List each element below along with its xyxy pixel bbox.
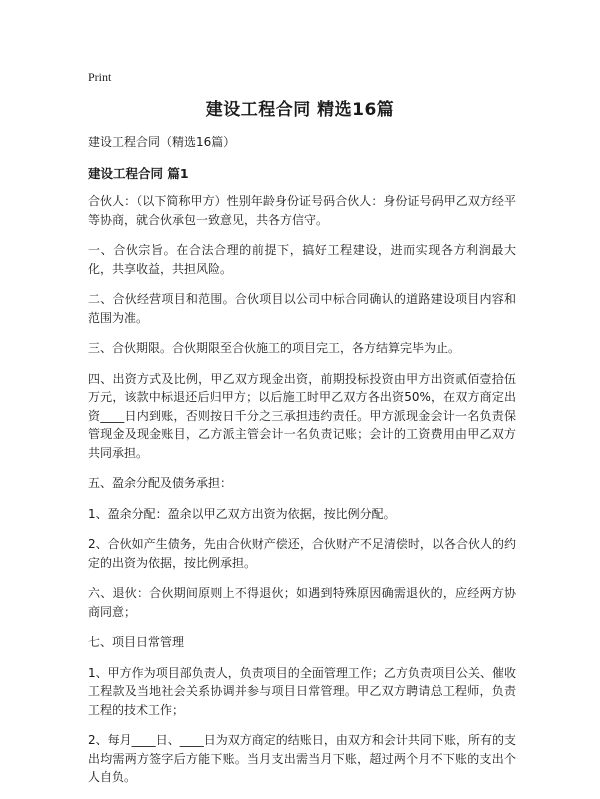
document-title: 建设工程合同 精选16篇 bbox=[205, 100, 395, 120]
paragraph-parties: 合伙人：（以下简称甲方）性别年龄身份证号码合伙人：身份证号码甲乙双方经平等协商，就合伙承包一致意见，共各方信守。 bbox=[88, 194, 516, 227]
paragraph-purpose: 一、合伙宗旨。在合法合理的前提下，搞好工程建设，进而实现各方利润最大化，共享收益，共担风险。 bbox=[88, 243, 516, 276]
print-link[interactable]: Print bbox=[88, 70, 112, 84]
paragraph-capital: 四、出资方式及比例，甲乙双方现金出资，前期投标投资由甲方出资贰佰壹拾伍万元，该款中标退还后归甲方；以后施工时甲乙双方各出资50%，在双方商定出资____日内到账，否则按日千分之三承担违约责任。甲方派现金会计一名负责保管现金及现金账目，乙方派主管会计一名负责记账；会计的工资费用由甲乙双方共同承担。 bbox=[88, 371, 516, 460]
paragraph-settlement: 2、每月____日、____日为双方商定的结账日，由双方和会计共同下账，所有的支出均需两方签字后方能下账。当月支出需当月下账，超过两个月不下账的支出个人自负。 bbox=[88, 733, 516, 784]
paragraph-term: 三、合伙期限。合伙期限至合伙施工的项目完工，各方结算完毕为止。 bbox=[88, 341, 461, 355]
paragraph-profit-heading: 五、盈余分配及债务承担： bbox=[88, 476, 233, 490]
paragraph-debt: 2、合伙如产生债务，先由合伙财产偿还，合伙财产不足清偿时，以各合伙人的约定的出资为依据，按比例承担。 bbox=[88, 537, 516, 570]
section-heading: 建设工程合同 篇1 bbox=[88, 166, 189, 181]
paragraph-profit-distribution: 1、盈余分配：盈余以甲乙双方出资为依据，按比例分配。 bbox=[88, 506, 396, 521]
document-body bbox=[88, 133, 516, 799]
paragraph-management-heading: 七、项目日常管理 bbox=[88, 635, 185, 649]
document-subtitle: 建设工程合同（精选16篇） bbox=[88, 135, 236, 149]
paragraph-scope: 二、合伙经营项目和范围。合伙项目以公司中标合同确认的道路建设项目内容和范围为准。 bbox=[88, 292, 516, 325]
paragraph-management-roles: 1、甲方作为项目部负责人，负责项目的全面管理工作；乙方负责项目公关、催收工程款及当地社会关系协调并参与项目日常管理。甲乙双方聘请总工程师，负责工程的技术工作； bbox=[88, 665, 516, 717]
paragraph-withdrawal: 六、退伙：合伙期间原则上不得退伙；如遇到特殊原因确需退伙的，应经两方协商同意； bbox=[88, 586, 516, 619]
